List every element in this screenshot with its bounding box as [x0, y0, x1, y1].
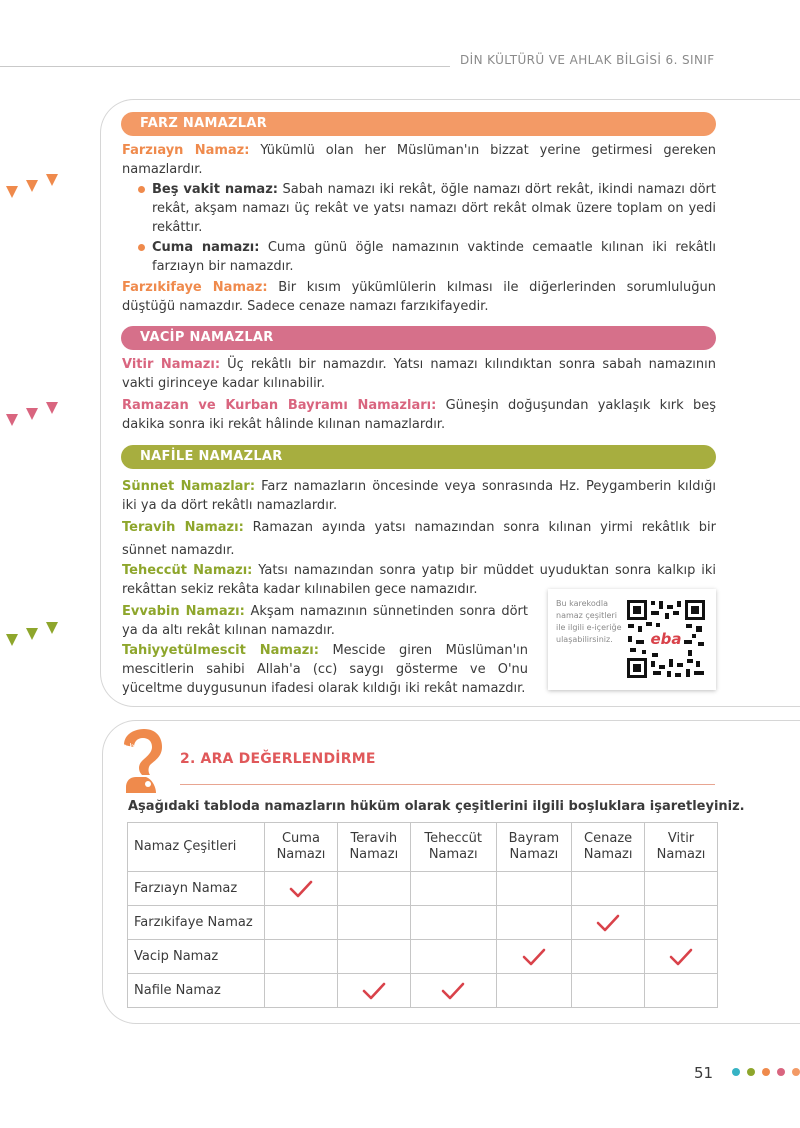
table-row	[128, 906, 718, 940]
evaluation-title-rule	[180, 784, 715, 785]
checkmark-icon	[362, 982, 386, 1000]
checkmark-icon	[522, 948, 546, 966]
teheccut-paragraph: Teheccüt Namazı: Yatsı namazından sonra yatıp bir müddet uyuduktan sonra kalkıp iki rekâttan sekiz rekâta kadar kılınabilen gece namazıdır.	[122, 563, 716, 597]
evvabin-paragraph: Evvabin Namazı: Akşam namazının sünnetinden sonra dört ya da altı rekât kılınan namazdır.	[122, 604, 528, 638]
check-cell[interactable]	[496, 974, 572, 1008]
footer-dot	[747, 1068, 755, 1076]
bayram-paragraph: Ramazan ve Kurban Bayramı Namazları: Güneşin doğuşundan yaklaşık kırk beş dakika sonra iki rekât hâlinde kılınan namazlardır.	[122, 398, 716, 432]
row-label: Farzıkifaye Namaz	[128, 906, 265, 940]
row-label: Nafile Namaz	[128, 974, 265, 1008]
svg-text:a b: a b	[122, 742, 135, 751]
evaluation-instruction: Aşağıdaki tabloda namazların hüküm olarak çeşitlerini ilgili boşluklara işaretleyiniz.	[128, 799, 745, 814]
check-cell[interactable]	[337, 940, 410, 974]
column-header-vitir: Vitir Namazı	[645, 823, 718, 872]
vacip-heading: VACİP NAMAZLAR	[121, 326, 716, 350]
column-header-cenaze: Cenaze Namazı	[572, 823, 645, 872]
check-cell[interactable]	[265, 906, 338, 940]
tahiyyetulmescit-paragraph: Tahiyyetülmescit Namazı: Mescide giren Müslüman'ın mescitlerin sahibi Allah'a (cc) saygı gösterme ve O'nu yüceltme duygusunun ifadesi olarak kıldığı iki rekât namazdır.	[122, 643, 528, 696]
farziayn-paragraph: Farzıayn Namaz: Yükümlü olan her Müslüman'ın bizzat yerine getirmesi gereken namazlardır.	[122, 143, 716, 177]
checkmark-icon	[289, 880, 313, 898]
check-cell[interactable]	[572, 974, 645, 1008]
check-cell[interactable]	[337, 906, 410, 940]
decorative-triangles-pink	[4, 400, 60, 428]
check-cell[interactable]	[410, 940, 496, 974]
footer-dot	[732, 1068, 740, 1076]
check-cell[interactable]	[572, 906, 645, 940]
footer-dot	[777, 1068, 785, 1076]
check-cell[interactable]	[496, 906, 572, 940]
table-row	[128, 872, 718, 906]
table-row	[128, 974, 718, 1008]
check-cell[interactable]	[337, 974, 410, 1008]
bullet-bes-vakit: Beş vakit namaz: Sabah namazı iki rekât, öğle namazı dört rekât, ikindi namazı dört rekât, akşam namazı üç rekât ve yatsı namazı dört rekât olmak üzere toplam on yedi rekâttır.	[152, 180, 716, 237]
qr-card	[548, 589, 716, 690]
check-cell[interactable]	[410, 974, 496, 1008]
qr-code-icon[interactable]	[626, 599, 706, 679]
eba-logo: eba	[650, 630, 682, 648]
table-header-row	[128, 823, 718, 872]
check-cell[interactable]	[410, 872, 496, 906]
question-head-icon	[116, 727, 168, 795]
checkmark-icon	[669, 948, 693, 966]
check-cell[interactable]	[265, 974, 338, 1008]
check-cell[interactable]	[645, 872, 718, 906]
sunnet-paragraph: Sünnet Namazlar: Farz namazların öncesinde veya sonrasında Hz. Peygamberin kıldığı iki ya da dört rekâtlı namazlardır.	[122, 479, 716, 513]
bullet-cuma: Cuma namazı: Cuma günü öğle namazının vaktinde cemaatle kılınan iki rekâtlı farzıayn bir namazdır.	[152, 238, 716, 276]
check-cell[interactable]	[645, 906, 718, 940]
column-header-teheccut: Teheccüt Namazı	[410, 823, 496, 872]
footer-dot	[792, 1068, 800, 1076]
check-cell[interactable]	[572, 940, 645, 974]
check-cell[interactable]	[645, 974, 718, 1008]
corner-header: Namaz Çeşitleri	[128, 823, 265, 872]
column-header-cuma: Cuma Namazı	[265, 823, 338, 872]
check-cell[interactable]	[265, 940, 338, 974]
column-header-teravih: Teravih Namazı	[337, 823, 410, 872]
check-cell[interactable]	[337, 872, 410, 906]
row-label: Farzıayn Namaz	[128, 872, 265, 906]
farzikifaye-paragraph: Farzıkifaye Namaz: Bir kısım yükümlülerin kılması ile diğerlerinden sorumluluğun düştüğü namazdır. Sadece cenaze namazı farzıkifayedir.	[122, 280, 716, 314]
farz-heading: FARZ NAMAZLAR	[121, 112, 716, 136]
table-row	[128, 940, 718, 974]
column-header-bayram: Bayram Namazı	[496, 823, 572, 872]
check-cell[interactable]	[572, 872, 645, 906]
header-rule	[0, 66, 450, 67]
evaluation-title: 2. ARA DEĞERLENDİRME	[180, 751, 376, 767]
check-cell[interactable]	[410, 906, 496, 940]
check-cell[interactable]	[645, 940, 718, 974]
check-cell[interactable]	[496, 940, 572, 974]
checkmark-icon	[441, 982, 465, 1000]
qr-caption: Bu karekodla namaz çeşitleri ile ilgili e-içeriğe ulaşabilirsiniz.	[556, 599, 622, 644]
check-cell[interactable]	[496, 872, 572, 906]
decorative-triangles-green	[4, 620, 60, 648]
teravih-paragraph: Teravih Namazı: Ramazan ayında yatsı namazından sonra kılınan yirmi rekâtlık bir sünnet namazdır.	[122, 520, 716, 558]
footer-dot	[762, 1068, 770, 1076]
book-title: DİN KÜLTÜRÜ VE AHLAK BİLGİSİ 6. SINIF	[460, 53, 715, 67]
prayer-classification-table	[127, 822, 718, 1008]
check-cell[interactable]	[265, 872, 338, 906]
page-number: 51	[694, 1064, 714, 1082]
row-label: Vacip Namaz	[128, 940, 265, 974]
vitir-paragraph: Vitir Namazı: Üç rekâtlı bir namazdır. Yatsı namazı kılındıktan sonra sabah namazının vakti girinceye kadar kılınabilir.	[122, 357, 716, 391]
nafile-heading: NAFİLE NAMAZLAR	[121, 445, 716, 469]
checkmark-icon	[596, 914, 620, 932]
decorative-triangles-orange	[4, 172, 60, 200]
